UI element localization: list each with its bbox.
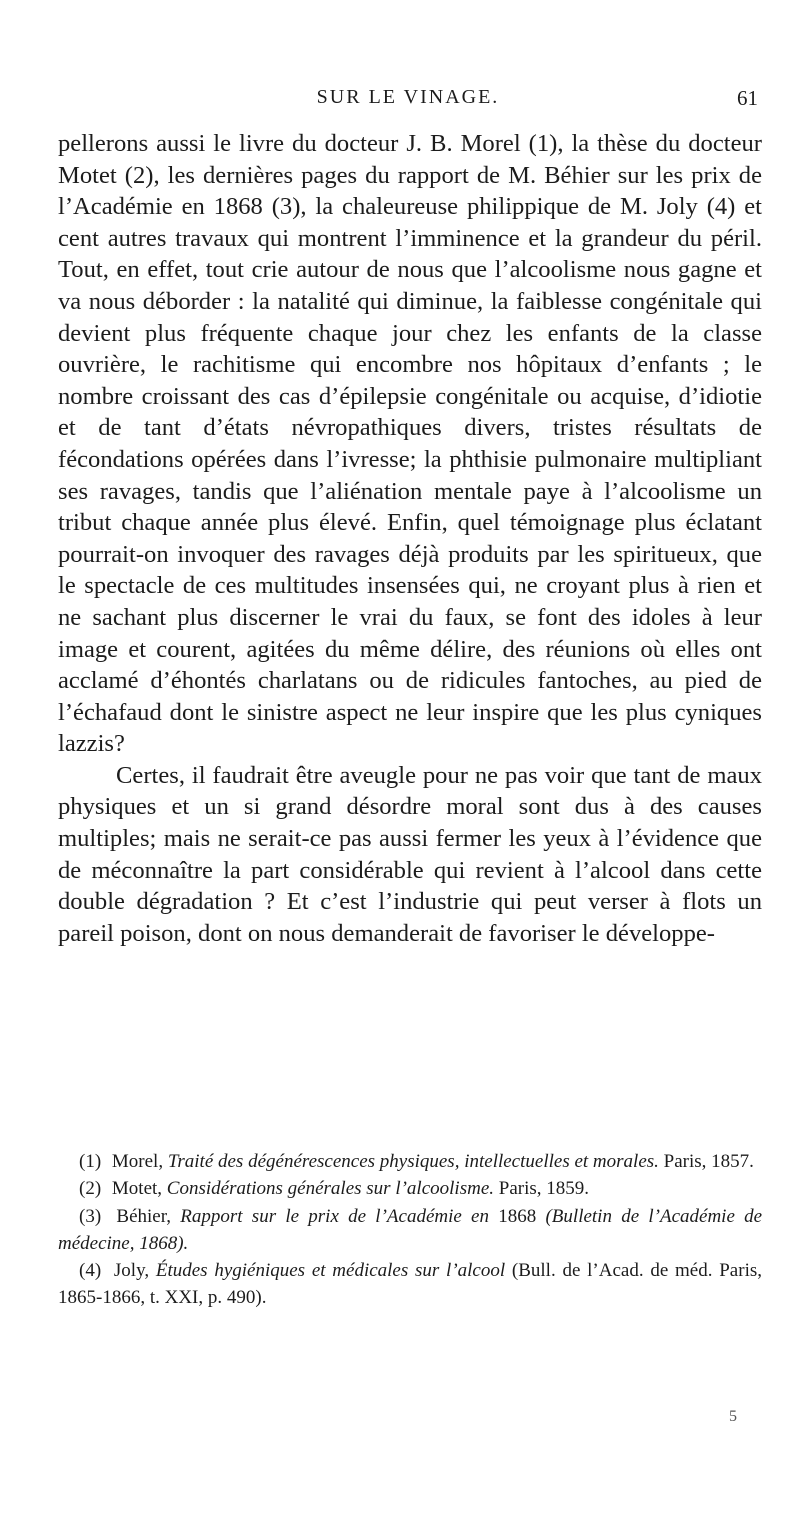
footnote-author: Joly,	[113, 1260, 150, 1282]
footnote-title: Études hygiéniques et médicales sur l’alcool	[155, 1260, 506, 1282]
body-text	[58, 128, 762, 949]
footnote-author: Morel,	[111, 1151, 164, 1172]
footnote	[58, 1203, 762, 1258]
footnote-title: Considérations générales sur l’alcoolisme.	[166, 1178, 494, 1200]
footnote-title: Rapport sur le prix de l’Académie en	[180, 1205, 489, 1227]
footnote-number: (1)	[79, 1151, 102, 1172]
footnote-rest: (Bulletin de l’Académie de médecine, 1868).	[58, 1205, 763, 1254]
footnote-number: (2)	[79, 1178, 102, 1200]
paragraph: pellerons aussi le livre du docteur J. B. Morel (1), la thèse du docteur Motet (2), les dernières pages du rapport de M. Béhier sur les prix de l’Académie en 1868 (3), la chaleureuse philippique de M. Joly (4) et cent autres travaux qui montrent l’imminence et la grandeur du péril. Tout, en effet, tout crie autour de nous que l’alcoolisme nous gagne et va nous déborder : la natalité qui diminue, la faiblesse congénitale qui devient plus fréquente chaque jour chez les enfants de la classe ouvrière, le rachitisme qui encombre nos hôpitaux d’enfants ; le nombre croissant des cas d’épilepsie congénitale ou acquise, d’idiotie et de tant d’états névropathiques divers, tristes résultats de fécondations opérées dans l’ivresse; la phthisie pulmonaire multipliant ses ravages, tandis que l’aliénation mentale paye à l’alcoolisme un tribut chaque année plus élevé. Enfin, quel témoignage plus éclatant pourrait-on invoquer des ravages déjà produits par les spiritueux, que le spectacle de ces multitudes insensées qui, ne croyant plus à rien et ne sachant plus discerner le vrai du faux, se font des idoles à leur image et courent, agitées du même délire, des réunions où elles ont acclamé d’éhontés charlatans ou de ridicules fantoches, au pied de l’échafaud dont le sinistre aspect ne leur inspire que les plus cyniques lazzis?	[58, 130, 762, 758]
footnote-title: Traité des dégénérescences physiques, intellectuelles et morales.	[167, 1151, 659, 1172]
footnote-year: 1868	[498, 1205, 537, 1227]
footnote	[58, 1257, 762, 1312]
footnote-number: (3)	[79, 1205, 102, 1227]
footnote-rest: Paris, 1859.	[498, 1178, 589, 1200]
footnote	[58, 1148, 762, 1175]
page-number: 61	[737, 86, 758, 110]
footnote-author: Béhier,	[116, 1205, 172, 1227]
footnotes	[58, 1148, 762, 1312]
footnote	[58, 1175, 762, 1202]
signature-mark: 5	[729, 1408, 737, 1425]
paragraph: Certes, il faudrait être aveugle pour ne pas voir que tant de maux physiques et un si grand désordre moral sont dus à des causes multiples; mais ne serait-ce pas aussi fermer les yeux à l’évidence que de méconnaître la part considérable qui revient à l’alcool dans cette double dégradation ? Et c’est l’industrie qui peut verser à flots un pareil poison, dont on nous demanderait de favoriser le développe-	[58, 761, 762, 947]
page-header	[58, 86, 758, 116]
footnote-author: Motet,	[111, 1178, 163, 1200]
running-title: SUR LE VINAGE.	[316, 86, 500, 108]
footnote-rest: (Bull. de l’Acad. de méd. Paris, 1865-1866, t. XXI, p. 490).	[58, 1260, 762, 1309]
footnote-rest: Paris, 1857.	[663, 1151, 754, 1172]
footnote-number: (4)	[79, 1260, 102, 1282]
